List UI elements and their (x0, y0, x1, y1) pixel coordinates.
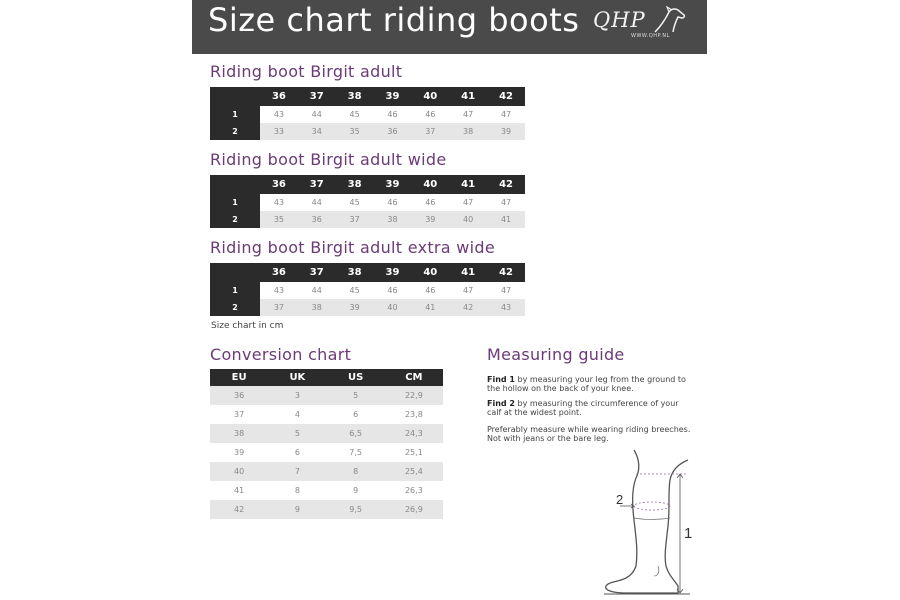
table-cell: 8 (268, 481, 326, 500)
qhp-logo (593, 6, 689, 46)
table-cell: 41 (411, 299, 449, 316)
table-cell: 38 (374, 211, 412, 228)
table-row (210, 282, 525, 299)
table-cell: 47 (487, 282, 525, 299)
size-header: 40 (411, 263, 449, 282)
table-cell: 44 (298, 106, 336, 123)
header-banner (192, 0, 707, 54)
size-header: 39 (374, 263, 412, 282)
table-cell: 7,5 (327, 443, 385, 462)
table-cell: 40 (449, 211, 487, 228)
measure-label-2: 2 (616, 492, 624, 507)
logo-url: WWW.QHP.NL (631, 33, 670, 39)
table-cell: 44 (298, 194, 336, 211)
size-header: 36 (260, 263, 298, 282)
table-cell: 37 (336, 211, 374, 228)
table-cell: 47 (449, 194, 487, 211)
size-header: 38 (336, 175, 374, 194)
horse-head-icon (651, 6, 689, 36)
table-cell: 39 (411, 211, 449, 228)
table-cell: 37 (260, 299, 298, 316)
table-row (210, 443, 443, 462)
table-row (210, 299, 525, 316)
table-cell: 26,3 (385, 481, 443, 500)
table-row (210, 194, 525, 211)
table-cell: 41 (210, 481, 268, 500)
table-cell: 42 (449, 299, 487, 316)
size-header: 42 (487, 87, 525, 106)
row-label: 1 (210, 282, 260, 299)
row-label: 1 (210, 106, 260, 123)
table-cell: 35 (260, 211, 298, 228)
conversion-header: US (327, 369, 385, 386)
table-cell: 8 (327, 462, 385, 481)
table-cell: 40 (374, 299, 412, 316)
table-cell: 47 (487, 194, 525, 211)
table-cell: 43 (487, 299, 525, 316)
guide-find-2 (487, 399, 692, 417)
table-cell: 5 (268, 424, 326, 443)
table-cell: 37 (210, 405, 268, 424)
table-cell: 34 (298, 123, 336, 140)
leg-measurement-illustration (590, 448, 700, 598)
row-label: 2 (210, 211, 260, 228)
size-table-adult-wide (210, 175, 525, 228)
guide-find-1-label: Find 1 (487, 375, 515, 384)
guide-find-1 (487, 375, 692, 393)
size-header: 37 (298, 87, 336, 106)
table-cell: 35 (336, 123, 374, 140)
table-cell: 39 (336, 299, 374, 316)
size-header: 42 (487, 175, 525, 194)
table-cell: 39 (487, 123, 525, 140)
table-cell: 43 (260, 106, 298, 123)
table-cell: 36 (210, 386, 268, 405)
logo-text: QHP (593, 8, 646, 32)
conversion-table (210, 369, 443, 519)
table-cell: 44 (298, 282, 336, 299)
table-cell: 4 (268, 405, 326, 424)
page-title: Size chart riding boots (208, 1, 580, 39)
size-header: 41 (449, 87, 487, 106)
conversion-header: CM (385, 369, 443, 386)
table-cell: 47 (449, 106, 487, 123)
table-cell: 45 (336, 282, 374, 299)
table-cell: 24,3 (385, 424, 443, 443)
table-cell: 25,4 (385, 462, 443, 481)
table-cell: 43 (260, 282, 298, 299)
guide-find-1-text: by measuring your leg from the ground to the hollow on the back of your knee. (487, 375, 686, 393)
table-cell: 47 (487, 106, 525, 123)
table-cell: 41 (487, 211, 525, 228)
table-row (210, 500, 443, 519)
corner-cell (210, 175, 260, 194)
guide-find-2-label: Find 2 (487, 399, 515, 408)
table-cell: 3 (268, 386, 326, 405)
table-cell: 25,1 (385, 443, 443, 462)
corner-cell (210, 263, 260, 282)
table-cell: 6 (268, 443, 326, 462)
guide-find-2-text: by measuring the circumference of your calf at the widest point. (487, 399, 679, 417)
table-row (210, 462, 443, 481)
size-header: 41 (449, 175, 487, 194)
section-title-adult: Riding boot Birgit adult (210, 62, 403, 81)
conversion-header: UK (268, 369, 326, 386)
size-header: 40 (411, 175, 449, 194)
table-cell: 6 (327, 405, 385, 424)
table-cell: 36 (374, 123, 412, 140)
table-cell: 37 (411, 123, 449, 140)
size-header: 39 (374, 87, 412, 106)
table-cell: 6,5 (327, 424, 385, 443)
size-table-adult-extra-wide (210, 263, 525, 316)
table-cell: 9 (268, 500, 326, 519)
table-cell: 38 (449, 123, 487, 140)
table-cell: 46 (411, 282, 449, 299)
table-cell: 46 (411, 194, 449, 211)
table-cell: 7 (268, 462, 326, 481)
table-cell: 46 (411, 106, 449, 123)
table-cell: 40 (210, 462, 268, 481)
size-table-adult (210, 87, 525, 140)
size-header: 36 (260, 175, 298, 194)
size-header: 37 (298, 263, 336, 282)
size-header: 41 (449, 263, 487, 282)
table-cell: 45 (336, 194, 374, 211)
table-cell: 42 (210, 500, 268, 519)
table-row (210, 481, 443, 500)
table-row (210, 211, 525, 228)
table-cell: 9,5 (327, 500, 385, 519)
size-header: 37 (298, 175, 336, 194)
measure-label-1: 1 (684, 525, 693, 542)
table-cell: 33 (260, 123, 298, 140)
table-cell: 9 (327, 481, 385, 500)
guide-advice: Preferably measure while wearing riding breeches. Not with jeans or the bare leg. (487, 425, 691, 443)
size-header: 36 (260, 87, 298, 106)
table-row (210, 405, 443, 424)
table-cell: 5 (327, 386, 385, 405)
table-cell: 47 (449, 282, 487, 299)
table-cell: 45 (336, 106, 374, 123)
size-header: 40 (411, 87, 449, 106)
size-chart-note: Size chart in cm (211, 321, 284, 331)
conversion-chart-title: Conversion chart (210, 345, 352, 364)
table-cell: 23,8 (385, 405, 443, 424)
row-label: 1 (210, 194, 260, 211)
table-cell: 46 (374, 106, 412, 123)
table-row (210, 424, 443, 443)
table-cell: 43 (260, 194, 298, 211)
conversion-header: EU (210, 369, 268, 386)
table-cell: 46 (374, 194, 412, 211)
size-header: 42 (487, 263, 525, 282)
size-header: 39 (374, 175, 412, 194)
table-cell: 36 (298, 211, 336, 228)
corner-cell (210, 87, 260, 106)
size-header: 38 (336, 87, 374, 106)
table-cell: 38 (210, 424, 268, 443)
row-label: 2 (210, 299, 260, 316)
measuring-guide-title: Measuring guide (487, 345, 625, 364)
size-header: 38 (336, 263, 374, 282)
table-cell: 38 (298, 299, 336, 316)
table-row (210, 123, 525, 140)
row-label: 2 (210, 123, 260, 140)
table-cell: 22,9 (385, 386, 443, 405)
table-cell: 26,9 (385, 500, 443, 519)
section-title-adult-extra-wide: Riding boot Birgit adult extra wide (210, 238, 496, 257)
table-row (210, 106, 525, 123)
table-cell: 46 (374, 282, 412, 299)
table-row (210, 386, 443, 405)
table-cell: 39 (210, 443, 268, 462)
section-title-adult-wide: Riding boot Birgit adult wide (210, 150, 447, 169)
